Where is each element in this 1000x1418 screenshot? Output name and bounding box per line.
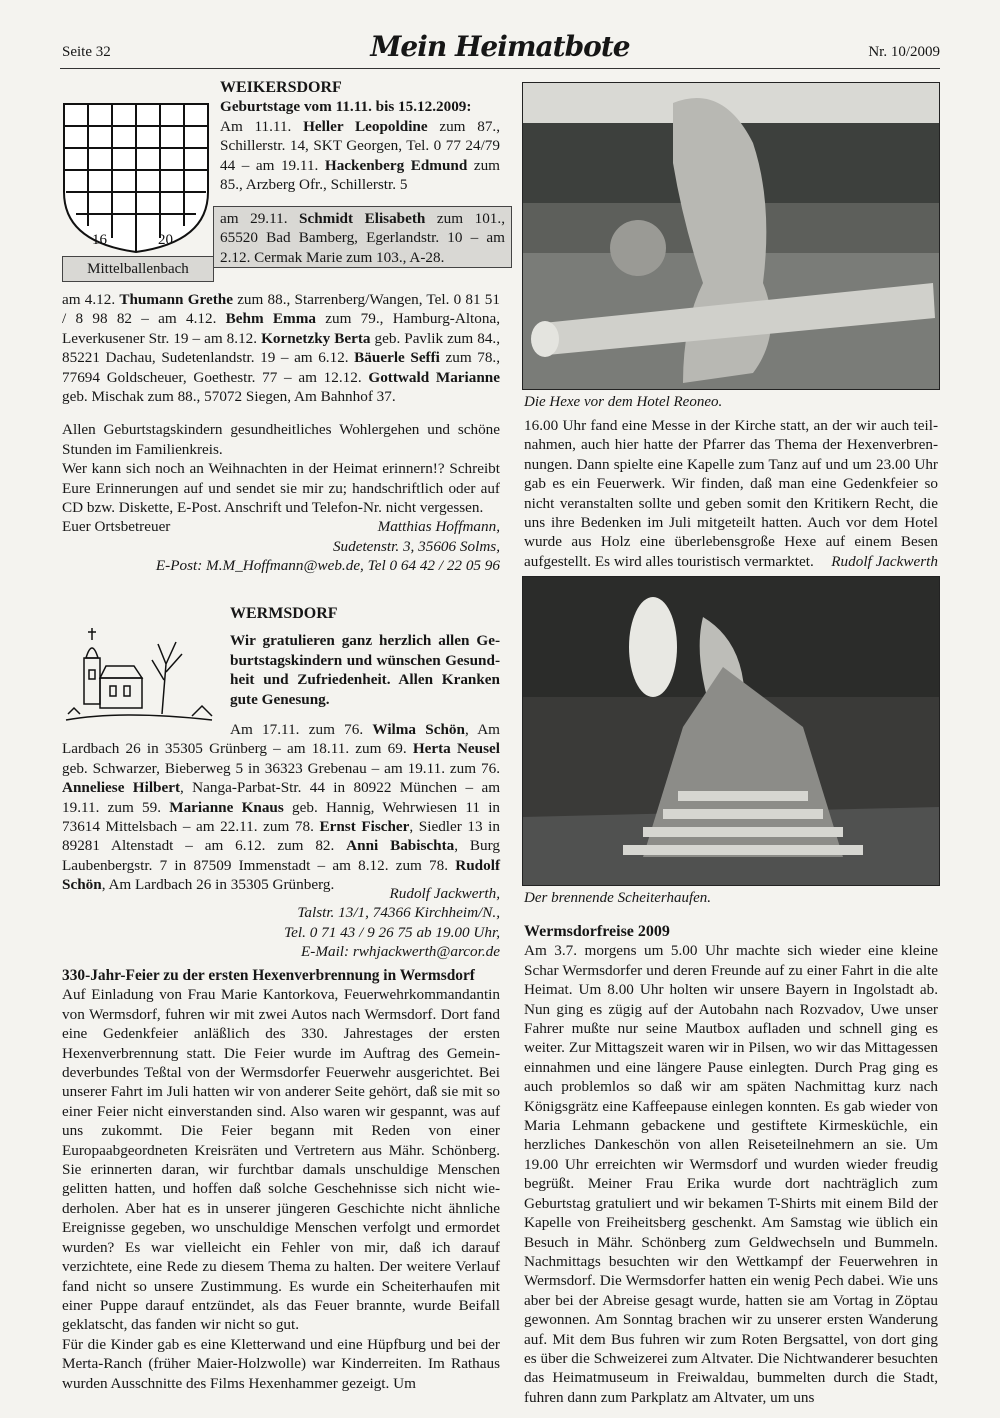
weikersdorf-paragraph-1: Am 11.11. Heller Leopoldine zum 87., Schillerstr. 14, SKT Georgen, Tel. 0 77 24/79 44 – am 19.11. Hackenberg Edmund zum 85., Arzberg Ofr., Schillerstr. 5	[220, 117, 501, 194]
wermsdorf-intro: Wir gratulieren ganz herzlich allen Geburtstagskindern und wünschen Gesundheit und Zufriedenheit. Allen Kranken gute Genesung.	[230, 632, 500, 708]
wermsdorf-birthdays: Am 17.11. zum 76. Wilma Schön, Am Lardbach 26 in 35305 Grünberg – am 18.11. zum 69. Herta Neusel geb. Schwarzer, Bieberweg 5 in 36323 Grebenau – am 19.11. zum 76. Anneliese Hilbert, Nanga-Parbat-Str. 44 in 80922 München – am 19.11. zum 59. Marianne Knaus geb. Hannig, Wehrwiesen 11 in 73614 Mittelsbach – am 22.11. zum 78. Ernst Fischer, Siedler 13 in 89281 Altenstadt – am 6.12. zum 82. Anni Babischta, Burg Laubenbergstr. 7 in 87509 Immenstadt – am 8.12. zum 78. Rudolf Schön, Am Lardbach 26 in 35305 Grünberg.	[62, 721, 501, 894]
weikersdorf-sign-address: Sudetenstr. 3, 35606 Solms,	[332, 537, 500, 555]
page-number: Seite 32	[62, 44, 111, 60]
weikersdorf-heading: WEIKERSDORF	[220, 79, 342, 96]
wermsdorf-church-illustration	[62, 624, 222, 734]
reise-heading: Wermsdorfreise 2009	[524, 923, 670, 940]
reise-body: Am 3.7. morgens um 5.00 Uhr machte sich wieder eine kleine Schar Wermsdorfer und deren Freunde auf zu einer Fahrt in die alte Heimat. Um 8.00 Uhr holten wir unsere Bayern in Ingolstadt ab. Nun ging es zügig auf der Autobahn nach Rozvadov, Uwe unser Fahrer mußte nur seine Mautbox aufladen und schnell ging es weiter. Zur Mittagszeit waren wir in Pilsen, wo wir das Mittagessen einnahmen und eine längere Pause einlegten. Durch Prag ging es auch problemlos so daß wir am späten Nachmittag kurz nach Königsgrätz eine Kaffeepause einlegen konnten. Es gab wieder von Maria Lehmann gebackene und gestiftete Kirmesküchle, ein herzliches Dankeschön von allen Reiseteilnehmern an sie. Um 19.00 Uhr erreichten wir Wermsdorf und wurden wieder freudig begrüßt. Meiner Frau Erika wurde dort nachträglich zum Geburtstag gratuliert und wir bekamen T-Shirts mit einem Bild der Kapelle von Freiheitsberg geschenkt. Am Samstag wie üblich ein Besuch in Mähr. Schönberg zum Geldwechseln und Bummeln. Nachmittags besuchten wir den Wettkampf der Feuerwehren in Wermsdorf. Die Wermsdorfer hatten ein wenig Pech dabei. Wie uns aber bei der Abreise gesagt wurde, hatten sie am Vortag in Zöptau gewonnen. Am Sonntag brachen wir zu unserer ersten Wanderung auf. Mit dem Bus fuhren wir zum Roten Bergsattel, von dort ging es über die Schweizerei zum Altvater. Die Nichtwanderer besuchten das Heimatmuseum in Freiwaldau, bummelten durch die Stadt, fuhren dann zum Parkplatz am Altvater, um uns	[524, 942, 938, 1406]
photo-2-caption: Der brennende Scheiterhaufen.	[524, 890, 712, 906]
hexen-body: Auf Einladung von Frau Marie Kantorkova, Feuerwehrkommandantin von Wermsdorf, fuhren wir mit zwei Autos nach Wermsdorf. Dort fand eine Gedenkfeier anläßlich des 330. Jahrestages der ersten Hexenverbrennung statt. Die Feier wurde im Auftrag des Gemeindeverbundes Teßtal von der Wermsdorfer Feuerwehr ausgerichtet. Bei unserer Fahrt im Juli hatten wir von anderer Seite gehört, daß sie mit so einer Feier nicht einverstanden sind. Also waren wir gespannt, was auf uns zukommt. Die Feier begann mit Reden von einer Europaabgeordneten Kreisräten und Vertretern aus Mähr. Schönberg. Sie erinnerten daran, wir furchtbar damals unschuldige Menschen gelitten hatten, und hoffen daß solche Geschehnisse sich nicht wiederholen. Aber hat es in unserer jüngeren Geschichte nicht ähnliche Ereignisse gegeben, wo unschuldige Menschen verfolgt und ermordet wurden? Es war vielleicht ein Fehler von mir, daß ich darauf verzichtete, eine Rede zu diesem Thema zu halten. Der weitere Verlauf fand nicht so unsere Zustimmung. Es wurde ein Scheiterhaufen mit einer Puppe darauf entzündet, als das Feuer brannte, wurde Beifall geklatscht, das fanden wir nicht so gut.	[62, 986, 500, 1334]
weikersdorf-sign-name: Matthias Hoffmann,	[377, 518, 500, 536]
wermsdorfreise-article	[524, 922, 938, 1407]
weikersdorf-sign-mail: E-Post: M.M_Hoffmann@web.de, Tel 0 64 42 / 22 05 96	[155, 557, 500, 575]
witch-statue-photo	[522, 82, 940, 390]
masthead-title: Mein Heimatbote	[370, 30, 630, 63]
hexen-article	[62, 966, 500, 1393]
continuation-signature: Rudolf Jackwerth	[831, 553, 938, 571]
weikersdorf-highlight-box: am 29.11. Schmidt Elisabeth zum 101., 65520 Bad Bamberg, Egerlandstr. 10 – am 2.12. Cermak Marie zum 103., A-28.	[213, 206, 512, 268]
weikersdorf-sign-label: Euer Ortsbetreuer	[62, 518, 171, 536]
bonfire-photo	[522, 576, 940, 886]
wermsdorf-section-top	[230, 604, 500, 709]
weikersdorf-crest-image	[62, 102, 210, 254]
weikersdorf-section-body	[62, 290, 500, 576]
photo-1-caption: Die Hexe vor dem Hotel Reoneo.	[524, 394, 723, 410]
crest-caption: Mittelballenbach	[62, 256, 214, 282]
wermsdorf-signature: Rudolf Jackwerth, Talstr. 13/1, 74366 Kirchheim/N., Tel. 0 71 43 / 9 26 75 ab 19.00 Uhr, E-Mail: rwhjackwerth@arcor.de	[284, 885, 500, 961]
wermsdorf-heading: WERMSDORF	[230, 605, 338, 622]
weikersdorf-wish: Allen Geburtstagskindern gesundheitliches Wohlergehen und schöne Stunden im Familienkreis.	[62, 421, 500, 458]
header-rule	[60, 68, 940, 69]
birthday-heading: Geburtstage vom 11.11. bis 15.12.2009:	[220, 98, 472, 116]
weikersdorf-section-top	[220, 78, 500, 194]
hexen-continuation: 16.00 Uhr fand eine Messe in der Kirche statt, an der wir auch teilnahmen, auch hier hatte der Pfarrer das Thema der Hexenverbrennungen. Dann spielte eine Kapelle zum Tanz auf und um 23.00 Uhr gab es ein Feuerwerk. Wir finden, daß man eine Gedenkfeier so nicht veranstalten sollte und geben somit den Kritikern Recht, die uns ihre Bedenken im Juli mitgeteilt hatten. Auch vor dem Hotel wurde aus Holz eine überlebensgroße Hexe auf einem Besen aufgestellt. Es wird alles touristisch vermarktet. Rudolf Jackwerth	[524, 417, 938, 571]
svg-text:20: 20	[158, 232, 173, 248]
issue-number: Nr. 10/2009	[868, 44, 940, 60]
hexen-heading: 330-Jahr-Feier zu der ersten Hexenverbrennung in Wermsdorf	[62, 967, 475, 984]
weikersdorf-call: Wer kann sich noch an Weihnachten in der Heimat erinnern!? Schreibt Eure Erinnerungen auf und sendet sie mir zu; handschriftlich oder auf CD bzw. Diskette, E-Post. Anschrift und Telefon-Nr. nicht vergessen.	[62, 460, 500, 517]
weikersdorf-paragraph-2: am 4.12. Thumann Grethe zum 88., Starrenberg/Wangen, Tel. 0 81 51 / 8 98 82 – am 4.12. Behm Emma zum 79., Hamburg-Altona, Leverkusener Str. 19 – am 8.12. Kornetzky Berta geb. Pavlik zum 84., 85221 Dachau, Sudetenlandstr. 19 – am 6.12. Bäuerle Seffi zum 78., 77694 Goldscheuer, Goethestr. 77 – am 12.12. Gottwald Marianne geb. Mischak zum 88., 57072 Siegen, Am Bahnhof 37.	[62, 291, 501, 406]
svg-text:16: 16	[92, 232, 107, 248]
hexen-body-2: Für die Kinder gab es eine Kletterwand und eine Hüpfburg und bei der Merta-Ranch (früher Maier-Holzwolle) war Kinderreiten. Im Rathaus wurden Ausschnitte des Films Hexenhammer gezeigt. Um	[62, 1335, 500, 1392]
